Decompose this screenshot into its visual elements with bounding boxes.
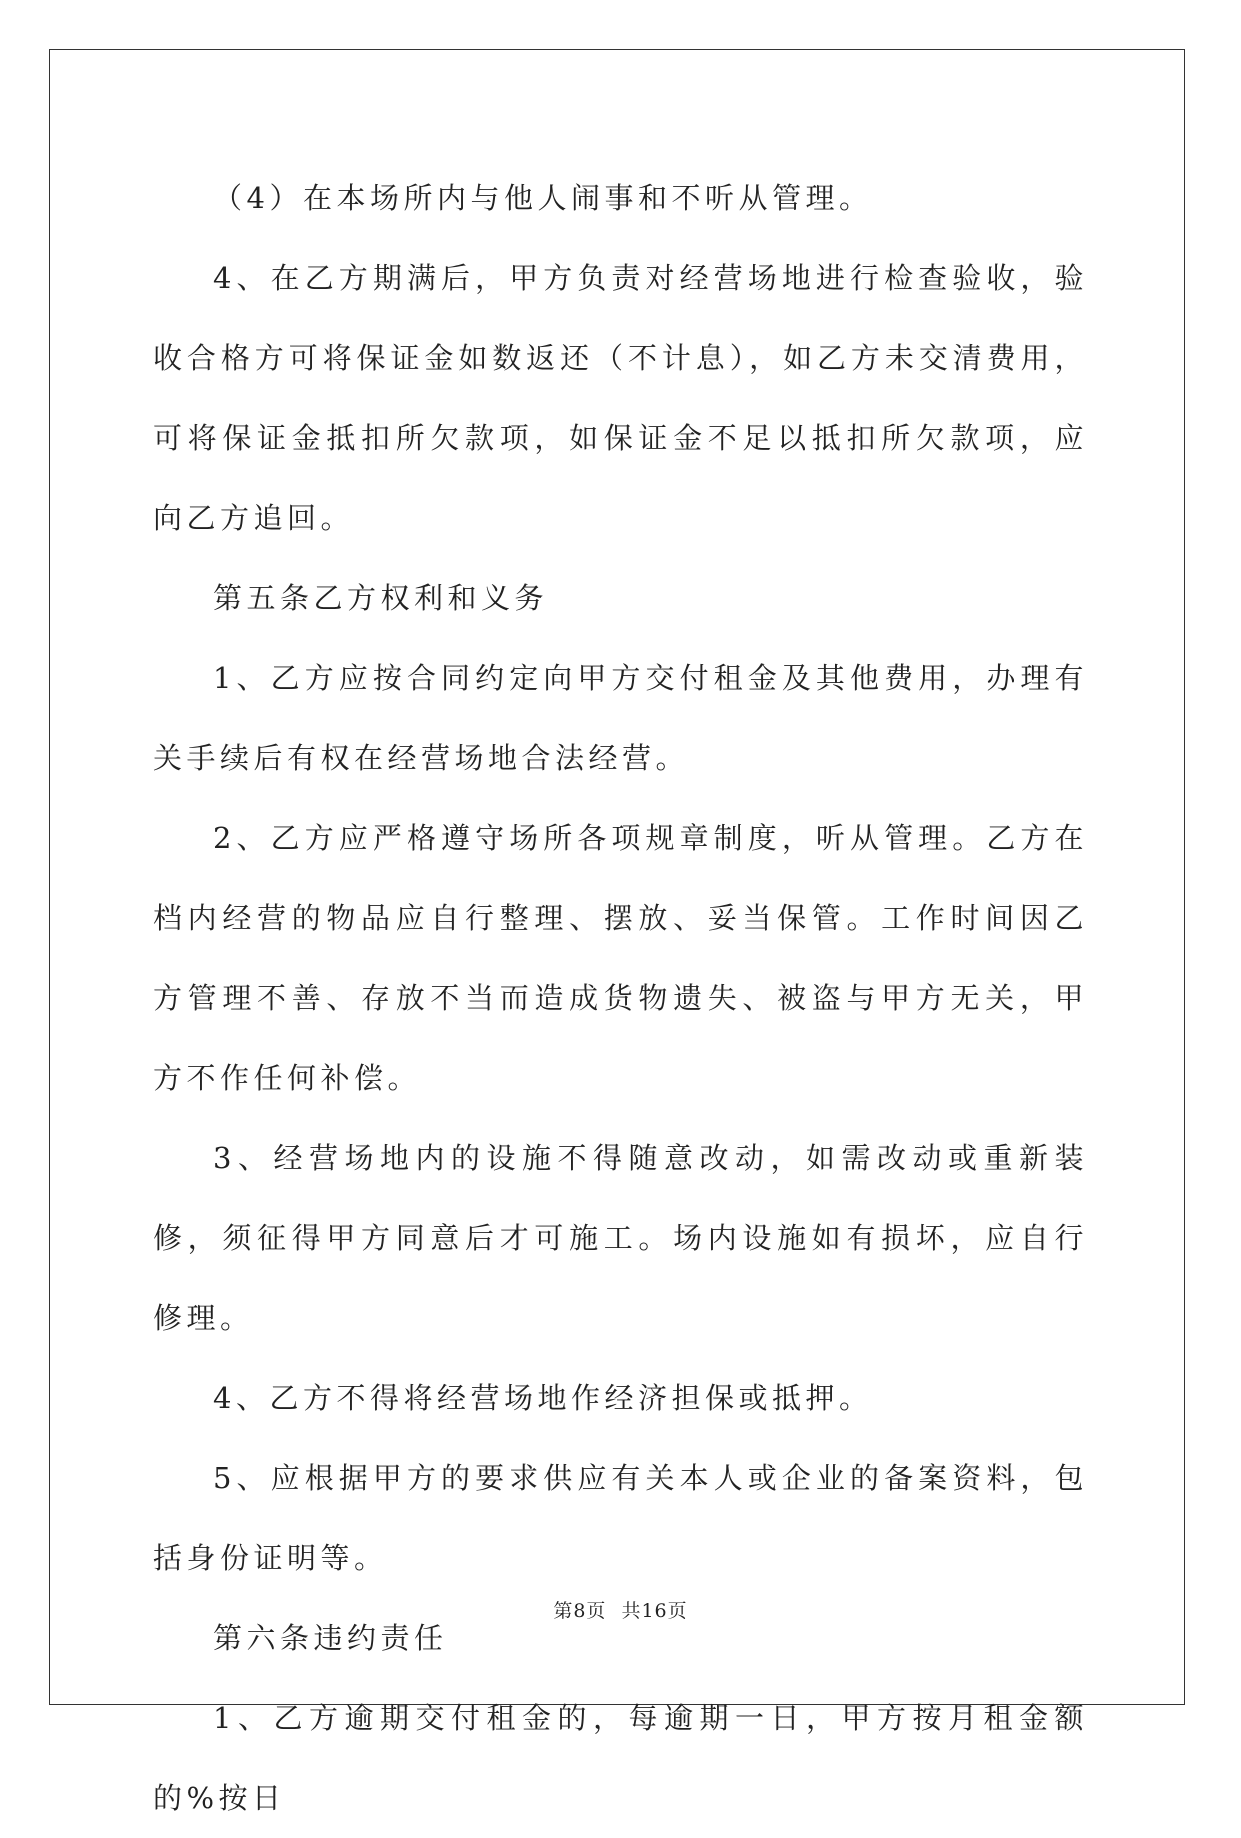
page-footer	[0, 1596, 1241, 1623]
paragraph-rights-2: 2、乙方应严格遵守场所各项规章制度，听从管理。乙方在档内经营的物品应自行整理、摆放、妥当保管。工作时间因乙方管理不善、存放不当而造成货物遗失、被盗与甲方无关，甲方不作任何补偿。	[153, 821, 1088, 1095]
paragraph-rights-3: 3、经营场地内的设施不得随意改动，如需改动或重新装修，须征得甲方同意后才可施工。场内设施如有损坏，应自行修理。	[153, 1141, 1088, 1335]
paragraph-deposit-return: 4、在乙方期满后，甲方负责对经营场地进行检查验收，验收合格方可将保证金如数返还（不计息），如乙方未交清费用，可将保证金抵扣所欠款项，如保证金不足以抵扣所欠款项，应向乙方追回。	[153, 261, 1088, 535]
paragraph-rights-5: 5、应根据甲方的要求供应有关本人或企业的备案资料，包括身份证明等。	[153, 1461, 1088, 1575]
page-number-current: 第8页	[553, 1600, 607, 1622]
page-number-total: 共16页	[621, 1600, 688, 1622]
paragraph-rights-1: 1、乙方应按合同约定向甲方交付租金及其他费用，办理有关手续后有权在经营场地合法经营。	[153, 661, 1088, 775]
paragraph-rights-4: 4、乙方不得将经营场地作经济担保或抵押。	[213, 1381, 873, 1415]
paragraph-item-4: （4）在本场所内与他人闹事和不听从管理。	[213, 181, 873, 215]
paragraph-liability-1: 1、乙方逾期交付租金的，每逾期一日，甲方按月租金额的%按日	[153, 1701, 1088, 1815]
document-body	[153, 158, 1088, 1838]
section-heading-article-6: 第六条违约责任	[213, 1621, 448, 1655]
section-heading-article-5: 第五条乙方权利和义务	[213, 581, 549, 615]
